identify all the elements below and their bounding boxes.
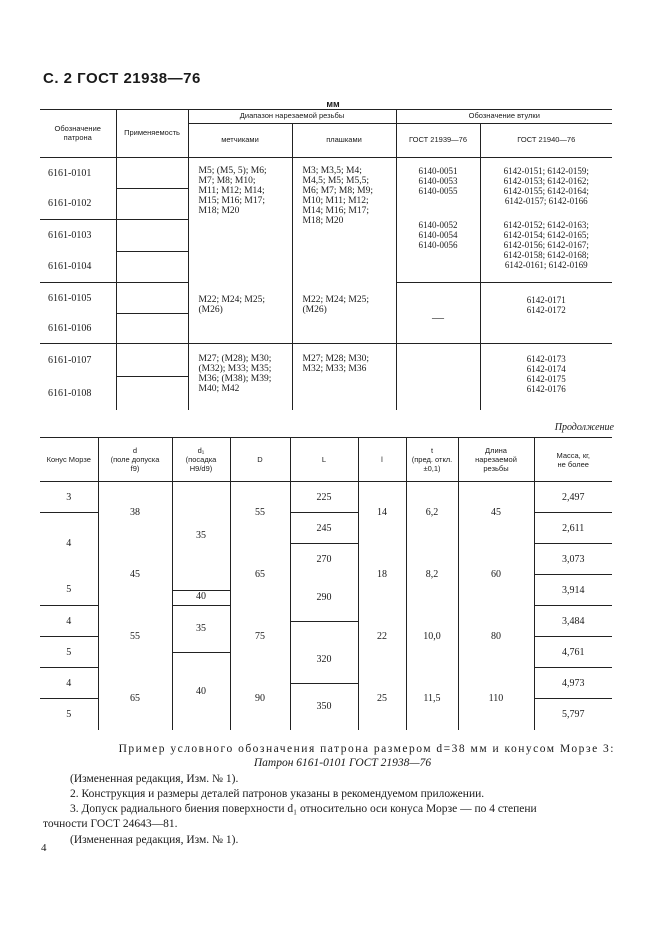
applicability-cell — [116, 158, 188, 189]
revision-note-2: (Измененная редакция, Изм. № 1). — [70, 834, 239, 846]
header-mass: Масса, кг, не более — [534, 438, 612, 482]
mass-cell: 2,497 — [534, 482, 612, 513]
table-row-code: 6161-0106 — [40, 314, 116, 344]
header-taps: метчиками — [188, 124, 292, 158]
applicability-cell — [116, 314, 188, 344]
morse-cell: 4 — [40, 668, 98, 699]
header-l: l — [358, 438, 406, 482]
header-sleeve-b: ГОСТ 21940—76 — [480, 124, 612, 158]
dimensions-table — [40, 437, 612, 730]
d-cell: 38 — [98, 482, 172, 544]
thread-length-cell: 45 — [458, 482, 534, 544]
page-header: С. 2 ГОСТ 21938—76 — [43, 70, 201, 87]
morse-cell: 3 — [40, 482, 98, 513]
L-cell: 245 — [290, 513, 358, 544]
D-cell: 65 — [230, 544, 290, 606]
D-cell: 55 — [230, 482, 290, 544]
sleeve-a-cell: — — [396, 283, 480, 344]
header-D: D — [230, 438, 290, 482]
header-morse: Конус Морзе — [40, 438, 98, 482]
L-cell: 270 — [290, 544, 358, 575]
sleeve-b-cell: 6142-0173 6142-0174 6142-0175 6142-0176 — [526, 354, 566, 394]
note-3-line-2: точности ГОСТ 24643—81. — [43, 818, 178, 830]
mass-cell: 3,073 — [534, 544, 612, 575]
morse-cell: 5 — [40, 699, 98, 730]
t-cell: 10,0 — [406, 606, 458, 668]
sleeve-a-cell — [396, 344, 480, 410]
sleeve-a-cell: 6140-0052 6140-0054 6140-0056 — [396, 220, 480, 283]
note-2: 2. Конструкция и размеры деталей патронов указаны в рекомендуемом приложении. — [70, 788, 485, 800]
mass-cell: 3,484 — [534, 606, 612, 637]
sleeve-a-cell: 6140-0051 6140-0053 6140-0055 — [396, 158, 480, 220]
sleeve-b-cell: 6142-0151; 6142-0159; 6142-0153; 6142-0162; 6142-0155; 6142-0164; 6142-0157; 6142-0166 — [503, 166, 589, 206]
L-cell-spacer — [290, 621, 358, 637]
table-row-code: 6161-0104 — [40, 252, 116, 283]
table-row-code: 6161-0102 — [40, 189, 116, 220]
table-row-code: 6161-0103 — [40, 220, 116, 252]
l-cell: 18 — [358, 544, 406, 606]
applicability-cell — [116, 283, 188, 314]
applicability-cell — [116, 377, 188, 410]
header-sleeve: Обозначение втулки — [396, 110, 612, 124]
table-row-code: 6161-0108 — [40, 377, 116, 410]
morse-cell: 4 — [40, 606, 98, 637]
d1-cell: 40 — [172, 590, 230, 606]
header-d1: d₁ (посадка H9/d9) — [172, 438, 230, 482]
header-dies: плашками — [292, 124, 396, 158]
d1-cell: 40 — [172, 652, 230, 730]
thread-length-cell: 110 — [458, 668, 534, 730]
header-thread-range: Диапазон нарезаемой резьбы — [188, 110, 396, 124]
taps-cell: M5; (M5, 5); M6; M7; M8; M10; M11; M12; M14; M15; M16; M17; M18; M20 — [188, 158, 292, 283]
mass-cell: 3,914 — [534, 575, 612, 606]
L-cell: 350 — [290, 683, 358, 730]
L-cell: 320 — [290, 637, 358, 684]
applicability-cell — [116, 252, 188, 283]
l-cell: 22 — [358, 606, 406, 668]
d-cell: 45 — [98, 544, 172, 606]
note-3-line-1: 3. Допуск радиального биения поверхности d₁ относительно оси конуса Морзе — по 4 степени — [70, 803, 537, 815]
mass-cell: 4,973 — [534, 668, 612, 699]
unit-label: мм — [326, 99, 340, 109]
header-t: t (пред. откл. ±0,1) — [406, 438, 458, 482]
mass-cell: 2,611 — [534, 513, 612, 544]
applicability-cell — [116, 220, 188, 252]
morse-cell: 5 — [40, 575, 98, 606]
applicability-cell — [116, 344, 188, 377]
t-cell: 8,2 — [406, 544, 458, 606]
d-cell: 65 — [98, 668, 172, 730]
header-d: d (поле допуска f9) — [98, 438, 172, 482]
header-L: L — [290, 438, 358, 482]
mass-cell: 5,797 — [562, 708, 585, 720]
table-row-code: 6161-0105 — [40, 283, 116, 314]
t-cell: 11,5 — [406, 668, 458, 730]
d-cell: 55 — [98, 606, 172, 668]
sleeve-b-cell: 6142-0152; 6142-0163; 6142-0154; 6142-0165; 6142-0156; 6142-0167; 6142-0158; 6142-0168; 6142-0161; 6142-0169 — [480, 220, 612, 283]
l-cell: 14 — [358, 482, 406, 544]
morse-cell: 4 — [40, 513, 98, 575]
table-row-code: 6161-0107 — [40, 344, 116, 377]
dies-cell: M3; M3,5; M4; M4,5; M5; M5,5; M6; M7; M8; M9; M10; M11; M12; M14; M16; M17; M18; M20 — [292, 158, 396, 283]
D-cell: 75 — [230, 606, 290, 668]
L-cell: 225 — [290, 482, 358, 513]
chuck-table — [40, 109, 612, 410]
header-designation: Обозначение патрона — [40, 110, 116, 158]
thread-length-cell: 60 — [458, 544, 534, 606]
D-cell: 90 — [230, 668, 290, 730]
header-sleeve-a: ГОСТ 21939—76 — [396, 124, 480, 158]
applicability-cell — [116, 189, 188, 220]
dies-cell: M27; M28; M30; M32; M33; M36 — [292, 344, 396, 410]
example-line-1: Пример условного обозначения патрона размером d=38 мм и конусом Морзе 3: — [118, 743, 615, 755]
taps-cell: M22; M24; M25; (M26) — [188, 283, 292, 344]
l-cell: 25 — [358, 668, 406, 730]
table-row-code: 6161-0101 — [40, 158, 116, 189]
dies-cell: M22; M24; M25; (M26) — [292, 283, 396, 344]
page-number: 4 — [41, 842, 47, 854]
L-cell: 290 — [290, 575, 358, 622]
t-cell: 6,2 — [406, 482, 458, 544]
sleeve-b-cell: 6142-0171 6142-0172 — [480, 283, 612, 344]
taps-cell: M27; (M28); M30; (M32); M33; M35; M36; (M38); M39; M40; M42 — [188, 344, 292, 410]
d1-cell: 35 — [172, 606, 230, 653]
continuation-label: Продолжение — [554, 422, 614, 433]
header-applicability: Применяемость — [116, 110, 188, 158]
d1-cell: 35 — [172, 482, 230, 591]
revision-note-1: (Измененная редакция, Изм. № 1). — [70, 773, 239, 785]
header-thread-length: Длина нарезаемой резьбы — [458, 438, 534, 482]
thread-length-cell: 80 — [458, 606, 534, 668]
mass-cell: 4,761 — [534, 637, 612, 668]
morse-cell: 5 — [40, 637, 98, 668]
example-line-2: Патрон 6161-0101 ГОСТ 21938—76 — [253, 757, 432, 769]
